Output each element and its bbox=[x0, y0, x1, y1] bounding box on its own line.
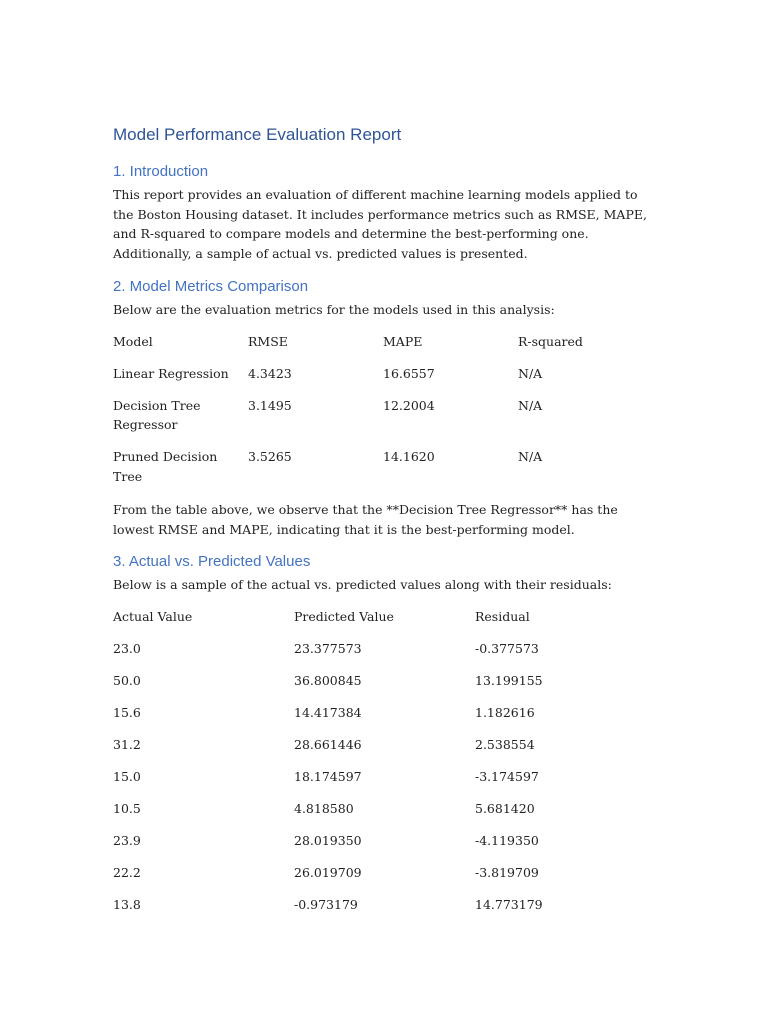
actual-value-cell: 13.8 bbox=[113, 896, 141, 912]
metrics-lead-text: Below are the evaluation metrics for the models used in this analysis: bbox=[113, 302, 555, 317]
actual-value-cell: 15.6 bbox=[113, 704, 141, 720]
actual-value-cell: 10.5 bbox=[113, 800, 141, 816]
table-row bbox=[113, 735, 656, 767]
mape-cell: 12.2004 bbox=[383, 397, 435, 413]
predictions-header-row bbox=[113, 607, 656, 639]
table-row bbox=[113, 671, 656, 703]
metrics-header-row bbox=[113, 332, 653, 364]
predictions-header-cell: Actual Value bbox=[113, 608, 193, 624]
report-title: Model Performance Evaluation Report bbox=[113, 125, 402, 144]
predictions-lead-text: Below is a sample of the actual vs. predicted values along with their residuals: bbox=[113, 577, 612, 592]
residual-cell: -3.174597 bbox=[475, 768, 539, 784]
actual-value-cell: 15.0 bbox=[113, 768, 141, 784]
metrics-row bbox=[113, 447, 653, 486]
metrics-header-cell: MAPE bbox=[383, 333, 423, 349]
residual-cell: -3.819709 bbox=[475, 864, 539, 880]
residual-cell: 2.538554 bbox=[475, 736, 535, 752]
predicted-value-cell: 14.417384 bbox=[294, 704, 362, 720]
table-row bbox=[113, 799, 656, 831]
residual-cell: 1.182616 bbox=[475, 704, 535, 720]
introduction-heading: 1. Introduction bbox=[113, 163, 209, 180]
actual-value-cell: 31.2 bbox=[113, 736, 141, 752]
predictions-header-cell: Residual bbox=[475, 608, 530, 624]
predictions-heading: 3. Actual vs. Predicted Values bbox=[113, 553, 311, 570]
r-squared-cell: N/A bbox=[518, 397, 543, 413]
predicted-value-cell: 28.019350 bbox=[294, 832, 362, 848]
rmse-cell: 4.3423 bbox=[248, 365, 292, 381]
residual-cell: 5.681420 bbox=[475, 800, 535, 816]
predictions-section bbox=[113, 552, 658, 927]
model-name-cell: Pruned Decision Tree bbox=[113, 449, 218, 484]
residual-cell: 13.199155 bbox=[475, 672, 543, 688]
metrics-conclusion-text: From the table above, we observe that the **Decision Tree Regressor** has the lowest RMSE and MAPE, indicating that it is the best-performing model. bbox=[113, 502, 618, 537]
predicted-value-cell: 26.019709 bbox=[294, 864, 362, 880]
mape-cell: 14.1620 bbox=[383, 449, 435, 464]
metrics-header-cell: Model bbox=[113, 333, 153, 349]
actual-value-cell: 22.2 bbox=[113, 864, 141, 880]
metrics-row bbox=[113, 364, 653, 396]
actual-value-cell: 23.9 bbox=[113, 832, 141, 848]
table-row bbox=[113, 639, 656, 671]
table-row bbox=[113, 767, 656, 799]
predicted-value-cell: 18.174597 bbox=[294, 768, 362, 784]
residual-cell: -4.119350 bbox=[475, 832, 539, 848]
predictions-table bbox=[113, 607, 656, 927]
r-squared-cell: N/A bbox=[518, 449, 543, 464]
table-row bbox=[113, 895, 656, 927]
table-row bbox=[113, 863, 656, 895]
predictions-header-cell: Predicted Value bbox=[294, 608, 394, 624]
actual-value-cell: 23.0 bbox=[113, 640, 141, 656]
metrics-heading: 2. Model Metrics Comparison bbox=[113, 278, 309, 295]
predicted-value-cell: -0.973179 bbox=[294, 896, 358, 912]
rmse-cell: 3.5265 bbox=[248, 449, 292, 464]
metrics-row bbox=[113, 396, 653, 448]
metrics-table bbox=[113, 332, 653, 487]
mape-cell: 16.6557 bbox=[383, 365, 435, 381]
predicted-value-cell: 36.800845 bbox=[294, 672, 362, 688]
residual-cell: 14.773179 bbox=[475, 896, 543, 912]
report-body bbox=[113, 124, 658, 927]
residual-cell: -0.377573 bbox=[475, 640, 539, 656]
table-row bbox=[113, 831, 656, 863]
metrics-header-cell: R-squared bbox=[518, 333, 583, 349]
r-squared-cell: N/A bbox=[518, 365, 543, 381]
actual-value-cell: 50.0 bbox=[113, 672, 141, 688]
introduction-text: This report provides an evaluation of different machine learning models applied to the Boston Housing dataset. It includes performance metrics such as RMSE, MAPE, and R-squared to compare models and determine the best-performing one. Additionally, a sample of actual vs. predicted values is presented. bbox=[113, 187, 647, 261]
model-name-cell: Linear Regression bbox=[113, 365, 229, 381]
metrics-header-cell: RMSE bbox=[248, 333, 288, 349]
introduction-section bbox=[113, 162, 658, 263]
predicted-value-cell: 28.661446 bbox=[294, 736, 362, 752]
predicted-value-cell: 4.818580 bbox=[294, 800, 354, 816]
rmse-cell: 3.1495 bbox=[248, 397, 292, 413]
table-row bbox=[113, 703, 656, 735]
metrics-section bbox=[113, 277, 658, 539]
model-name-cell: Decision Tree Regressor bbox=[113, 397, 201, 432]
predicted-value-cell: 23.377573 bbox=[294, 640, 362, 656]
